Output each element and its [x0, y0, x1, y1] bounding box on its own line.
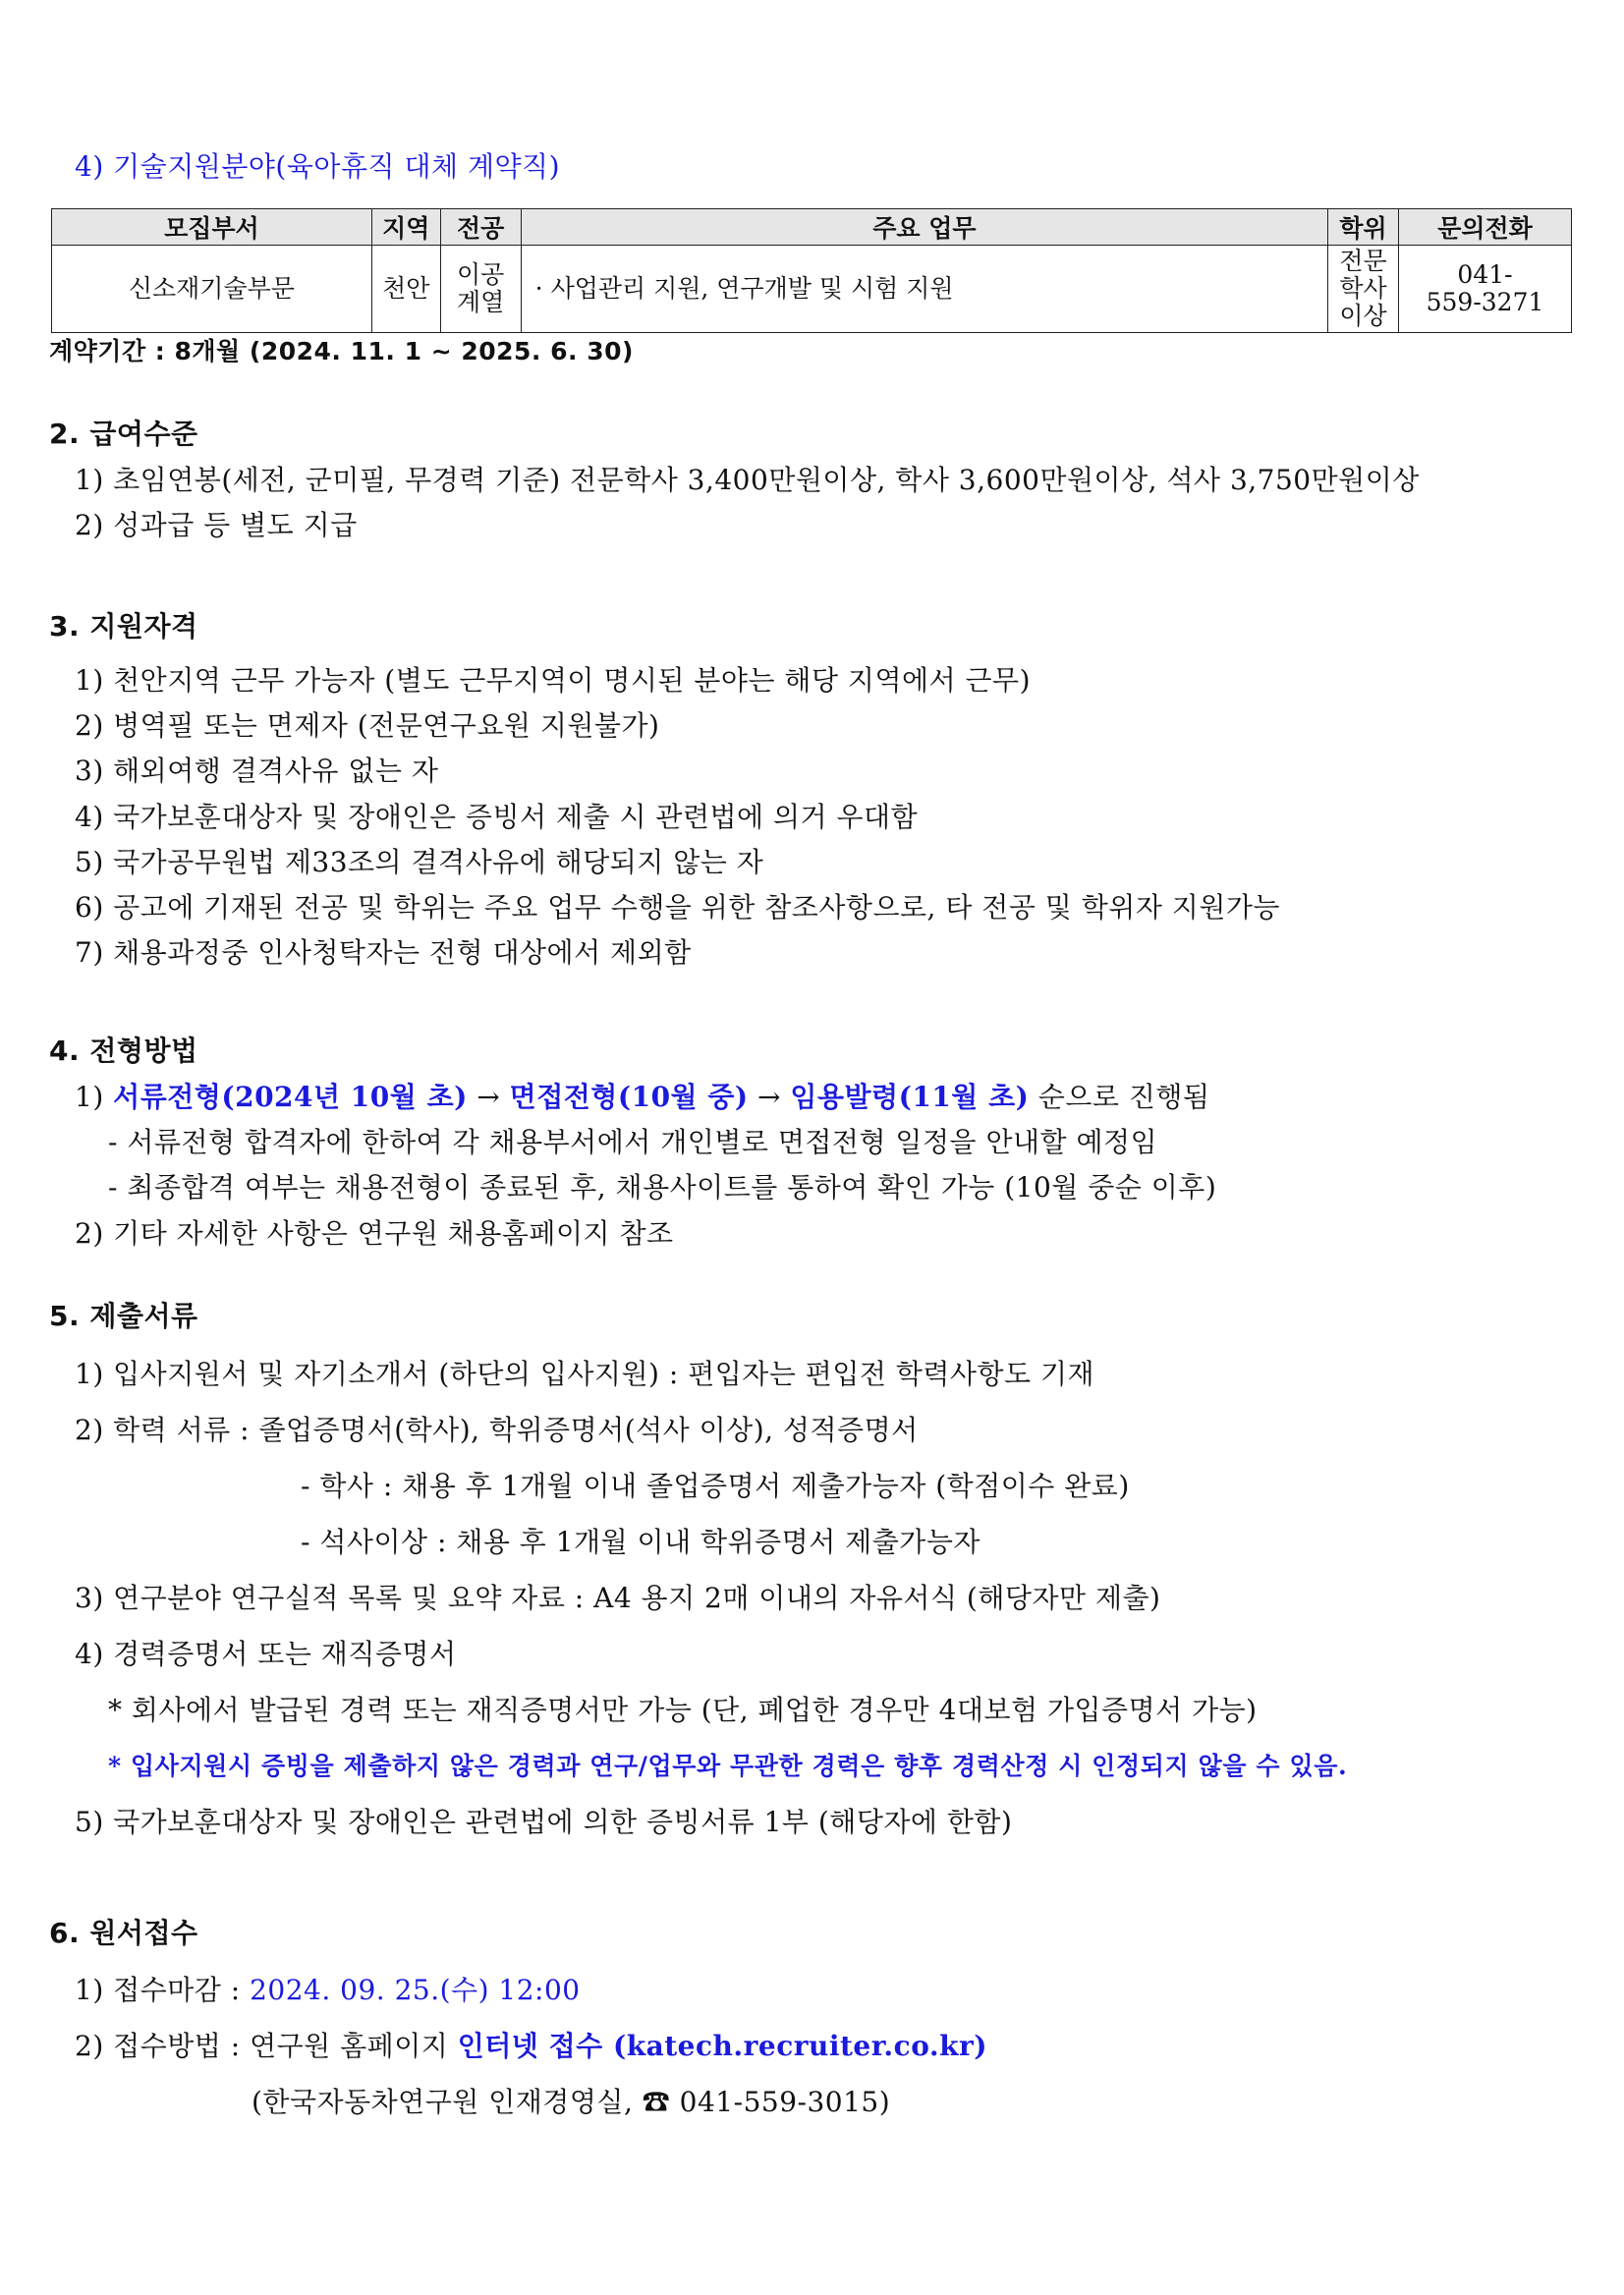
cell-major: [440, 246, 521, 333]
qualification-item-5: 5) 국가공무원법 제33조의 결격사유에 해당되지 않는 자: [75, 846, 764, 878]
major-line-2: 계열: [457, 288, 505, 316]
qualification-item-4: 4) 국가보훈대상자 및 장애인은 증빙서 제출 시 관련법에 의거 우대함: [75, 801, 919, 833]
selection-item-2: 2) 기타 자세한 사항은 연구원 채용홈페이지 참조: [75, 1217, 674, 1250]
section-title-documents: 5. 제출서류: [49, 1300, 198, 1332]
documents-item-4: 4) 경력증명서 또는 재직증명서: [75, 1638, 457, 1670]
phone-icon: ☎: [642, 2086, 671, 2118]
section-title-qualifications: 3. 지원자격: [49, 610, 198, 643]
documents-item-4-note-2: * 입사지원시 증빙을 제출하지 않은 경력과 연구/업무와 무관한 경력은 향후 경력산정 시 인정되지 않을 수 있음.: [108, 1752, 1348, 1780]
contract-period: 계약기간 : 8개월 (2024. 11. 1 ~ 2025. 6. 30): [49, 337, 634, 365]
contact-prefix: (한국자동차연구원 인재경영실,: [252, 2086, 643, 2118]
application-item-1: [75, 1971, 581, 2010]
section-title-salary: 2. 급여수준: [49, 418, 198, 450]
table-row: [52, 246, 1572, 333]
stage-interview: 면접전형(10월 중): [509, 1081, 749, 1113]
degree-line-2: 학사: [1339, 274, 1387, 303]
header-region: 지역: [371, 209, 440, 246]
deadline-label: 1) 접수마감 :: [75, 1974, 251, 2006]
cell-region: 천안: [371, 246, 440, 333]
deadline-value: 2024. 09. 25.(수) 12:00: [250, 1974, 581, 2006]
phone-line-1: 041-: [1457, 260, 1513, 289]
qualification-item-3: 3) 해외여행 결격사유 없는 자: [75, 755, 439, 787]
documents-item-3: 3) 연구분야 연구실적 목록 및 요약 자료 : A4 용지 2매 이내의 자유서식 (해당자만 제출): [75, 1582, 1161, 1614]
section-title-selection: 4. 전형방법: [49, 1035, 198, 1067]
cell-dept: 신소재기술부문: [52, 246, 372, 333]
arrow-right-icon: →: [748, 1081, 791, 1113]
method-link[interactable]: 인터넷 접수 (katech.recruiter.co.kr): [457, 2030, 988, 2062]
header-duty: 주요 업무: [521, 209, 1327, 246]
job-table: [51, 208, 1572, 333]
header-phone: 문의전화: [1399, 209, 1572, 246]
application-item-2: [75, 2027, 987, 2066]
documents-item-5: 5) 국가보훈대상자 및 장애인은 관련법에 의한 증빙서류 1부 (해당자에 한함): [75, 1806, 1013, 1838]
stage-appointment: 임용발령(11월 초): [790, 1081, 1030, 1113]
qualification-item-1: 1) 천안지역 근무 가능자 (별도 근무지역이 명시된 분야는 해당 지역에서 근무): [75, 664, 1032, 697]
qualification-item-2: 2) 병역필 또는 면제자 (전문연구요원 지원불가): [75, 709, 660, 742]
header-dept: 모집부서: [52, 209, 372, 246]
major-line-1: 이공: [457, 260, 505, 289]
subsection-title: 4) 기술지원분야(육아휴직 대체 계약직): [75, 150, 561, 183]
header-major: 전공: [440, 209, 521, 246]
qualification-item-7: 7) 채용과정중 인사청탁자는 전형 대상에서 제외함: [75, 936, 692, 969]
application-contact: [252, 2083, 890, 2122]
documents-item-2-sub-2: - 석사이상 : 채용 후 1개월 이내 학위증명서 제출가능자: [301, 1526, 980, 1558]
arrow-right-icon: →: [467, 1081, 510, 1113]
qualification-item-6: 6) 공고에 기재된 전공 및 학위는 주요 업무 수행을 위한 참조사항으로, 타 전공 및 학위자 지원가능: [75, 891, 1280, 924]
salary-item-1: 1) 초임연봉(세전, 군미필, 무경력 기준) 전문학사 3,400만원이상, 학사 3,600만원이상, 석사 3,750만원이상: [75, 464, 1420, 496]
contact-phone: 041-559-3015): [670, 2086, 891, 2118]
documents-item-2-sub-1: - 학사 : 채용 후 1개월 이내 졸업증명서 제출가능자 (학점이수 완료): [301, 1470, 1130, 1502]
header-degree: 학위: [1328, 209, 1399, 246]
selection-item-1-prefix: 1): [75, 1081, 114, 1113]
stage-document-screening: 서류전형(2024년 10월 초): [113, 1081, 468, 1113]
documents-item-4-note-1: * 회사에서 발급된 경력 또는 재직증명서만 가능 (단, 폐업한 경우만 4대보험 가입증명서 가능): [108, 1694, 1258, 1726]
phone-line-2: 559-3271: [1426, 288, 1544, 316]
selection-sub-1: - 서류전형 합격자에 한하여 각 채용부서에서 개인별로 면접전형 일정을 안내할 예정임: [108, 1126, 1158, 1158]
table-header-row: [52, 209, 1572, 246]
cell-duty: · 사업관리 지원, 연구개발 및 시험 지원: [521, 246, 1327, 333]
salary-item-2: 2) 성과급 등 별도 지급: [75, 509, 358, 541]
degree-line-1: 전문: [1339, 247, 1387, 275]
selection-sub-2: - 최종합격 여부는 채용전형이 종료된 후, 채용사이트를 통하여 확인 가능 (10월 중순 이후): [108, 1171, 1217, 1203]
cell-degree: [1328, 246, 1399, 333]
selection-item-1-suffix: 순으로 진행됨: [1029, 1081, 1210, 1113]
method-label: 2) 접수방법 : 연구원 홈페이지: [75, 2030, 458, 2062]
cell-phone: [1399, 246, 1572, 333]
degree-line-3: 이상: [1339, 302, 1387, 330]
documents-item-2: 2) 학력 서류 : 졸업증명서(학사), 학위증명서(석사 이상), 성적증명서: [75, 1414, 919, 1446]
selection-item-1: [75, 1078, 1210, 1117]
documents-item-1: 1) 입사지원서 및 자기소개서 (하단의 입사지원) : 편입자는 편입전 학력사항도 기재: [75, 1358, 1095, 1390]
section-title-application: 6. 원서접수: [49, 1917, 198, 1949]
